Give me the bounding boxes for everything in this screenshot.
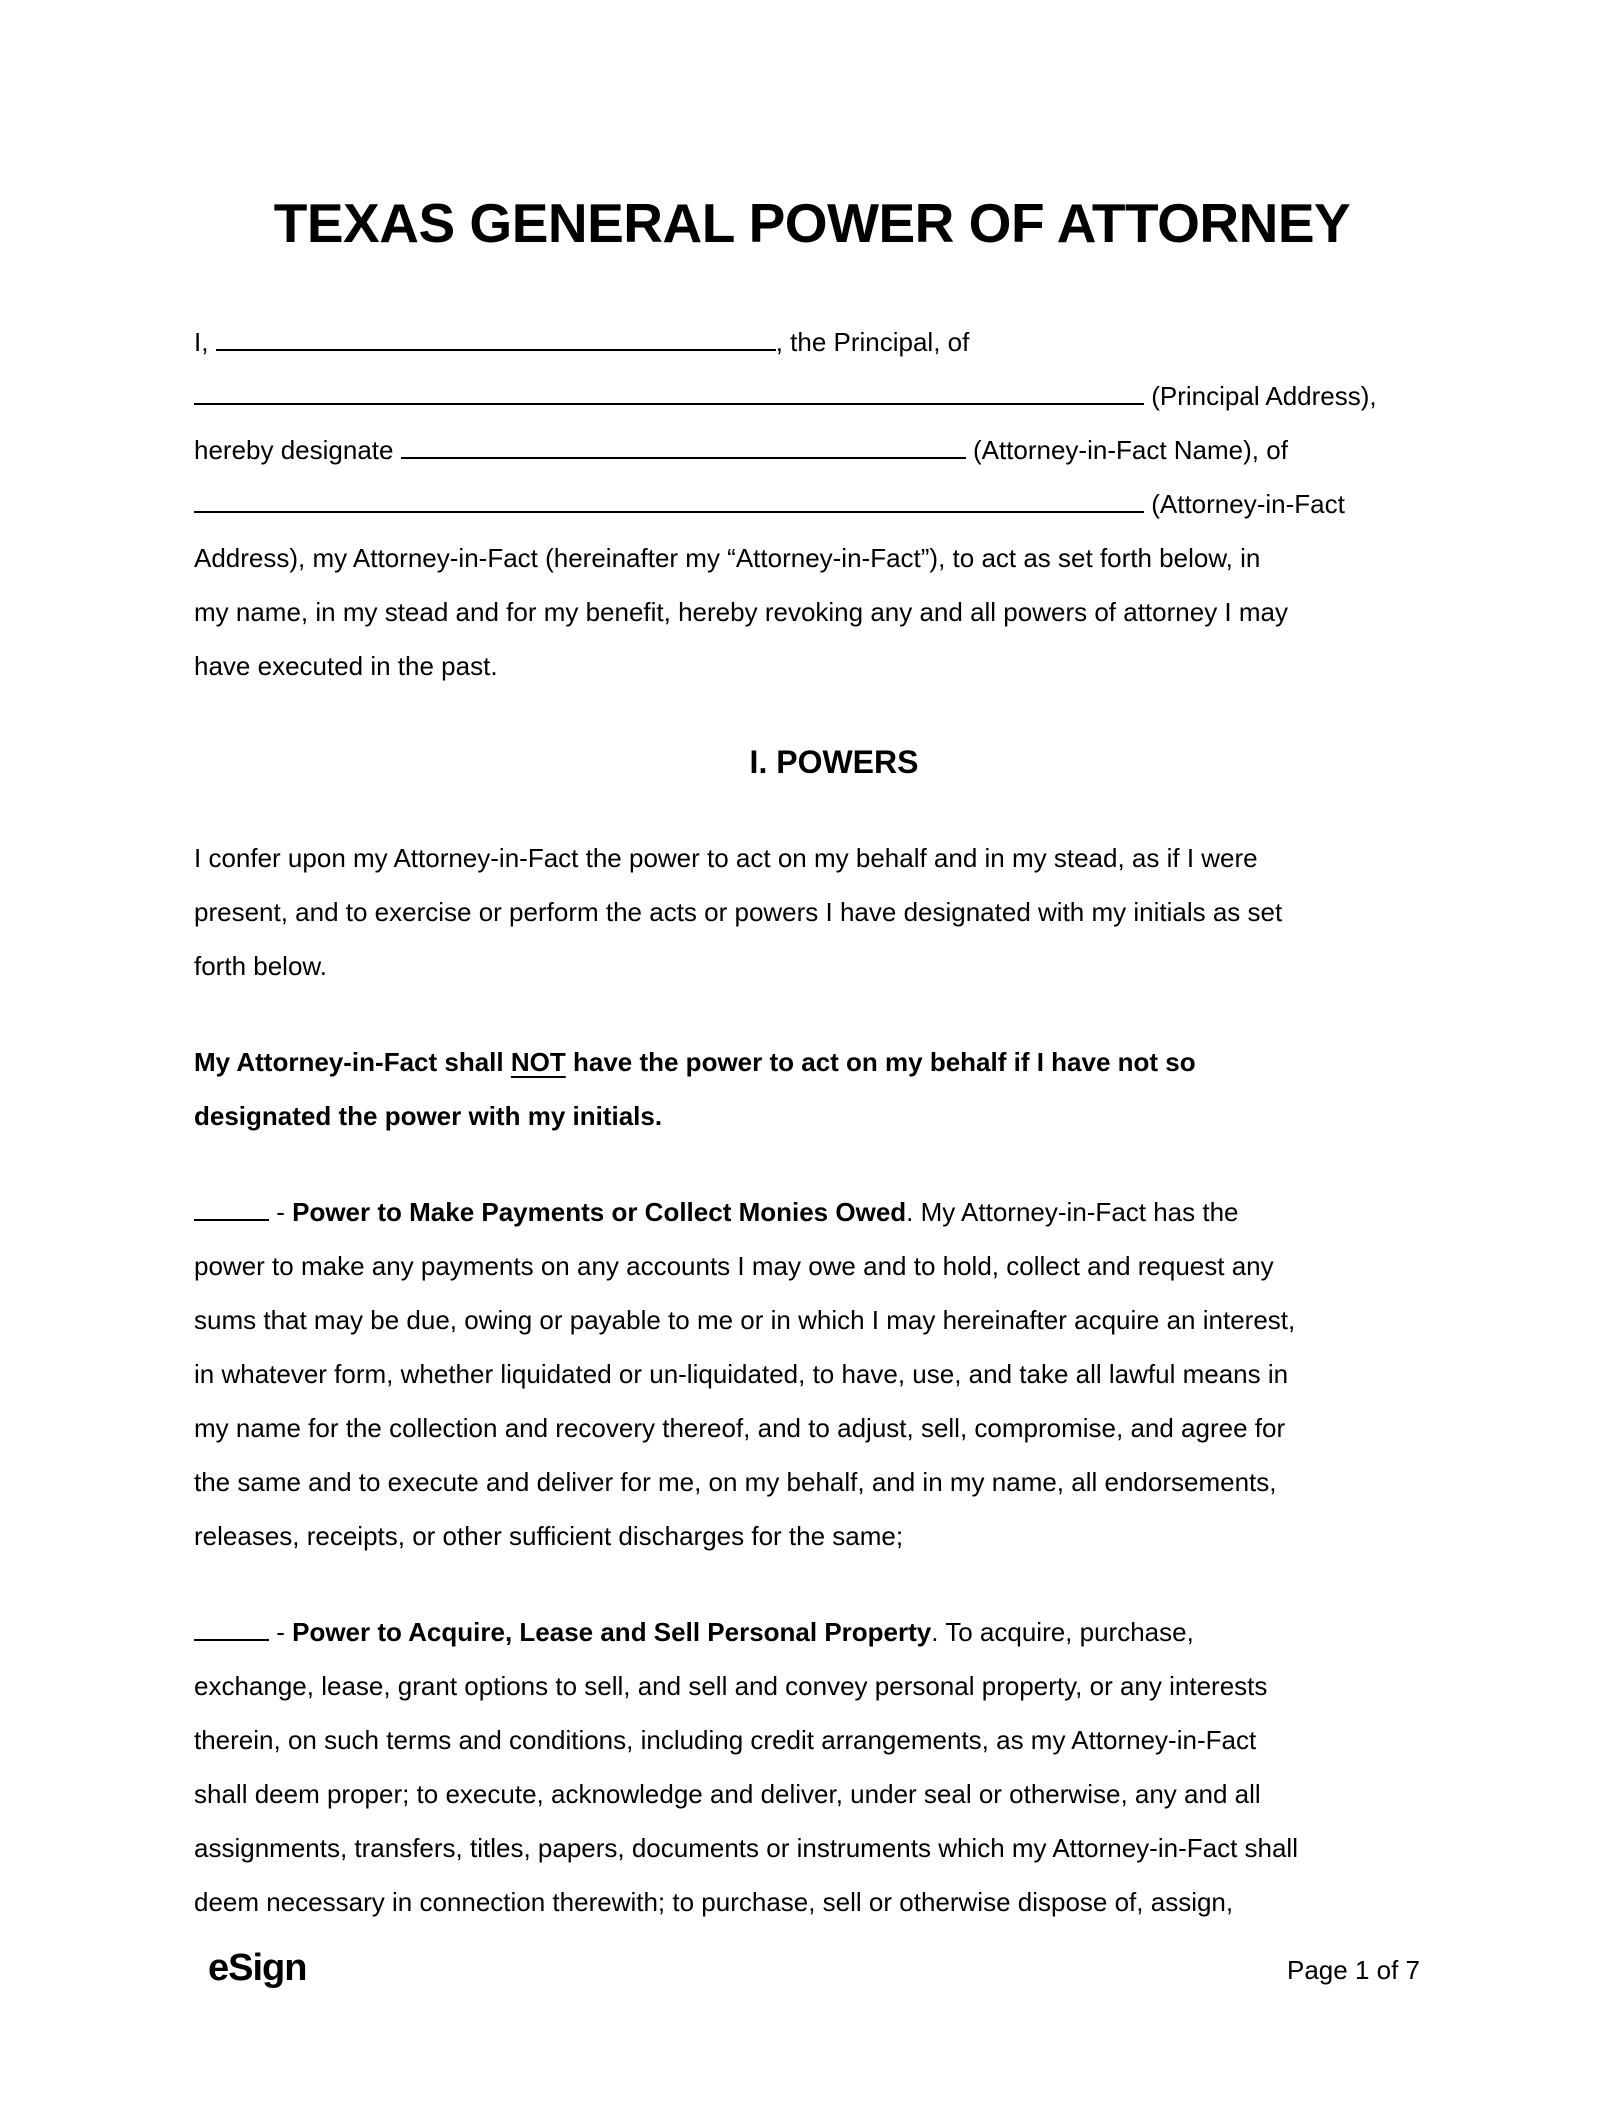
power-property-line6: deem necessary in connection therewith; to purchase, sell or otherwise dispose of, assign, [194, 1887, 1234, 1917]
power-property-after-title: . To acquire, purchase, [931, 1617, 1194, 1647]
power-property-title: Power to Acquire, Lease and Sell Personal Property [292, 1617, 932, 1647]
principal-address-blank[interactable] [194, 402, 1144, 405]
principal-name-blank[interactable] [216, 348, 776, 351]
notice-emphasis: NOT [510, 1047, 566, 1077]
power-payments-line6: the same and to execute and deliver for me, on my behalf, and in my name, all endorsements, [194, 1467, 1277, 1497]
document-title: TEXAS GENERAL POWER OF ATTORNEY [273, 192, 1351, 254]
powers-intro-line3: forth below. [194, 951, 327, 981]
intro-line6: my name, in my stead and for my benefit, hereby revoking any and all powers of attorney I may [194, 597, 1288, 627]
intro-paragraph [194, 315, 1474, 693]
power-payments-line2: power to make any payments on any accounts I may owe and to hold, collect and request any [194, 1251, 1274, 1281]
notice-pre: My Attorney-in-Fact shall [194, 1047, 511, 1077]
power-property-line3: therein, on such terms and conditions, including credit arrangements, as my Attorney-in-Fact [194, 1725, 1257, 1755]
power-property-line4: shall deem proper; to execute, acknowledge and deliver, under seal or otherwise, any and all [194, 1779, 1261, 1809]
power-property-heading-line [194, 1605, 1474, 1659]
power-property-line2: exchange, lease, grant options to sell, and sell and convey personal property, or any interests [194, 1671, 1268, 1701]
power-payments-line4: in whatever form, whether liquidated or un-liquidated, to have, use, and take all lawful means in [194, 1359, 1289, 1389]
powers-section-heading: I. POWERS [749, 744, 919, 780]
power-item-payments [194, 1185, 1474, 1563]
intro-line7: have executed in the past. [194, 651, 498, 681]
powers-intro-line1: I confer upon my Attorney-in-Fact the power to act on my behalf and in my stead, as if I were [194, 843, 1258, 873]
intro-line3-post: (Attorney-in-Fact Name), of [965, 435, 1288, 465]
power-payments-line3: sums that may be due, owing or payable to me or in which I may hereinafter acquire an interest, [194, 1305, 1296, 1335]
intro-line-principal-name [194, 315, 1474, 369]
power-payments-separator: - [269, 1197, 293, 1227]
powers-intro-paragraph [194, 831, 1474, 993]
intro-line3-pre: hereby designate [194, 435, 401, 465]
powers-intro-line2: present, and to exercise or perform the acts or powers I have designated with my initials as set [194, 897, 1283, 927]
notice-line2: designated the power with my initials. [194, 1101, 663, 1131]
intro-line5: Address), my Attorney-in-Fact (hereinafter my “Attorney-in-Fact”), to act as set forth below, in [194, 543, 1261, 573]
power-property-separator: - [269, 1617, 293, 1647]
notice-line1 [194, 1035, 1474, 1089]
power-payments-line7: releases, receipts, or other sufficient discharges for the same; [194, 1521, 904, 1551]
attorney-in-fact-name-blank[interactable] [401, 456, 966, 459]
intro-line1-post: , the Principal, of [775, 327, 970, 357]
intro-line-attorney-name [194, 423, 1474, 477]
power-payments-line5: my name for the collection and recovery thereof, and to adjust, sell, compromise, and agree for [194, 1413, 1286, 1443]
notice-paragraph [194, 1035, 1474, 1143]
page-number: Page 1 of 7 [1287, 1955, 1420, 1985]
attorney-in-fact-address-blank[interactable] [194, 510, 1144, 513]
intro-line-attorney-address [194, 477, 1474, 531]
power-item-personal-property [194, 1605, 1474, 1929]
esign-logo: eSign [208, 1947, 307, 1989]
intro-line1-pre: I, [194, 327, 209, 357]
power-payments-title: Power to Make Payments or Collect Monies Owed [292, 1197, 907, 1227]
power-payments-after-title: . My Attorney-in-Fact has the [906, 1197, 1239, 1227]
power-payments-heading-line [194, 1185, 1474, 1239]
intro-line4-post: (Attorney-in-Fact [1144, 489, 1345, 519]
power-payments-initials-blank[interactable] [194, 1218, 269, 1221]
intro-line2-post: (Principal Address), [1144, 381, 1377, 411]
notice-post: have the power to act on my behalf if I have not so [565, 1047, 1196, 1077]
power-property-initials-blank[interactable] [194, 1638, 269, 1641]
intro-line-principal-address [194, 369, 1474, 423]
power-property-line5: assignments, transfers, titles, papers, documents or instruments which my Attorney-in-Fact shall [194, 1833, 1298, 1863]
